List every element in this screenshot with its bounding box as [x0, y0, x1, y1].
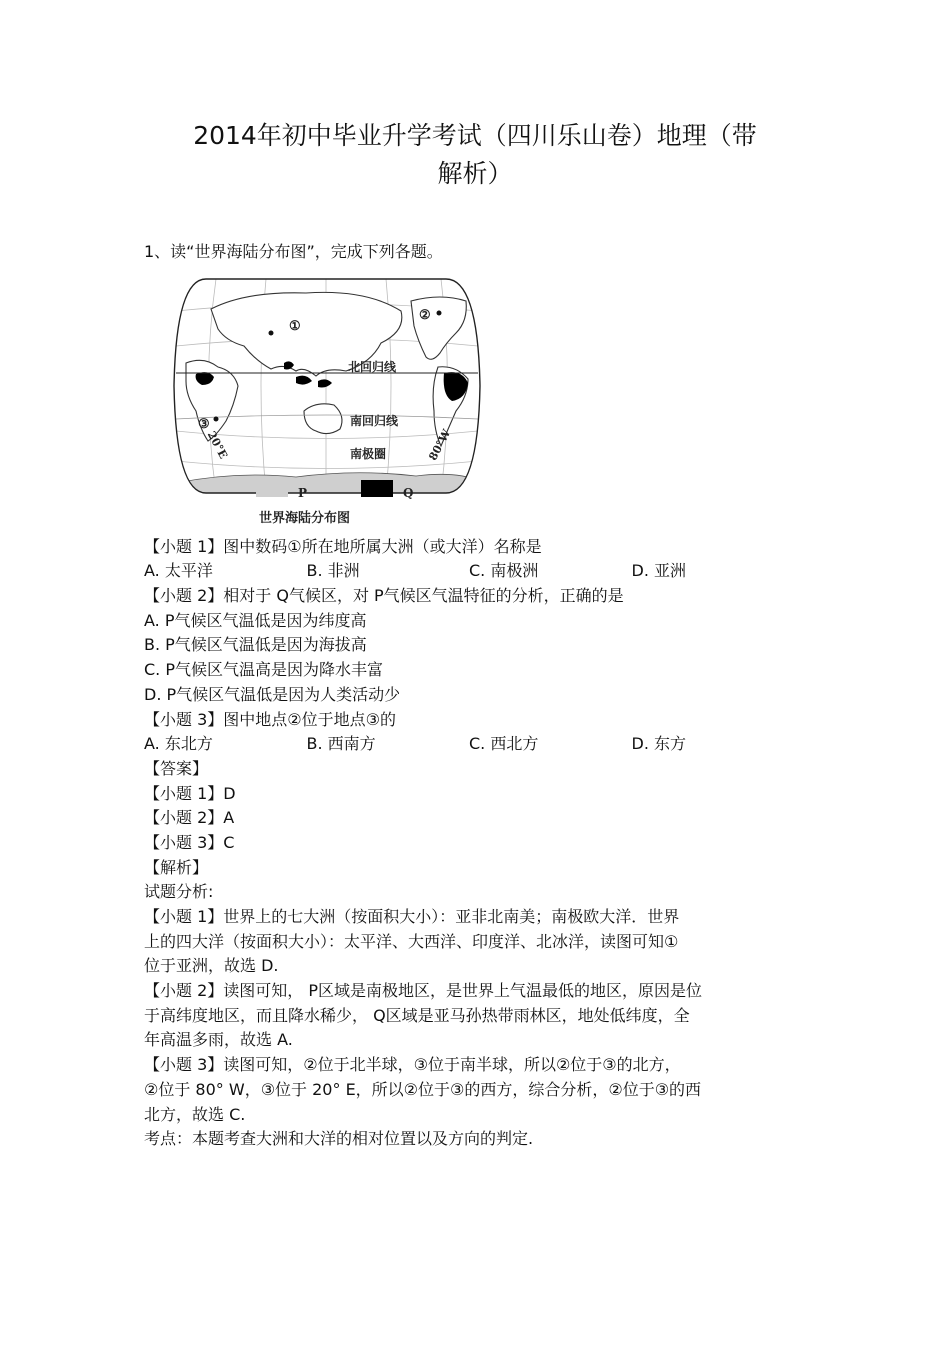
q3-options [144, 732, 794, 757]
analysis-line: 于高纬度地区，而且降水稀少， Q区域是亚马孙热带雨林区，地处低纬度，全 [144, 1005, 690, 1025]
q2-option-b: B. P气候区气温低是因为海拔高 [144, 635, 367, 655]
q2-option-c: C. P气候区气温高是因为降水丰富 [144, 660, 383, 680]
answer-2: 【小题 2】A [144, 808, 235, 828]
q1-stem: 【小题 1】图中数码①所在地所属大洲（或大洋）名称是 [144, 536, 542, 556]
analysis-line: 年高温多雨，故选 A. [144, 1030, 293, 1050]
point-2-label: ② [419, 307, 431, 323]
meridian-20e-label: 20°E [204, 428, 230, 461]
point-3-label: ③ [198, 416, 210, 432]
q1-option-c: C. 南极洲 [469, 561, 539, 581]
analysis-line: 【小题 1】世界上的七大洲（按面积大小）：亚非北南美；南极欧大洋．世界 [144, 907, 680, 926]
legend-q-swatch [361, 480, 393, 497]
document-title [0, 117, 950, 193]
analysis-header: 【解析】 [144, 857, 209, 877]
analysis-line: ②位于 80° W，③位于 20° E，所以②位于③的西方，综合分析，②位于③的西 [144, 1079, 702, 1099]
world-map-graphic [156, 271, 501, 533]
point-1-label: ① [289, 318, 301, 334]
q2-stem: 【小题 2】相对于 Q气候区，对 P气候区气温特征的分析，正确的是 [144, 586, 624, 606]
analysis-line: 【小题 2】读图可知， P区域是南极地区，是世界上气温最低的地区，原因是位 [144, 981, 703, 1001]
analysis-line: 北方，故选 C. [144, 1104, 246, 1124]
q1-option-d: D. 亚洲 [631, 561, 686, 581]
answer-header: 【答案】 [144, 758, 209, 778]
q3-stem: 【小题 3】图中地点②位于地点③的 [144, 709, 396, 729]
q3-option-c: C. 西北方 [469, 734, 539, 754]
q3-option-a: A. 东北方 [144, 734, 213, 754]
q1-option-a: A. 太平洋 [144, 561, 213, 581]
meridian-80w-label: 80°W [426, 426, 454, 463]
map-caption: 世界海陆分布图 [259, 510, 351, 526]
legend-p-swatch [256, 480, 288, 497]
analysis-intro: 试题分析: [144, 882, 214, 902]
answer-3: 【小题 3】C [144, 832, 235, 852]
q3-option-d: D. 东方 [631, 734, 686, 754]
north-tropic-label: 北回归线 [348, 359, 397, 374]
title-line-1: 2014年初中毕业升学考试（四川乐山卷）地理（带 [193, 121, 757, 150]
antarctic-circle-label: 南极圈 [350, 446, 387, 461]
q1-option-b: B. 非洲 [306, 561, 360, 581]
analysis-line: 【小题 3】读图可知，②位于北半球，③位于南半球，所以②位于③的北方， [144, 1055, 681, 1075]
analysis-line: 上的四大洋（按面积大小）：太平洋、大西洋、印度洋、北冰洋，读图可知① [144, 931, 679, 951]
world-map-figure [156, 271, 501, 533]
q2-option-d: D. P气候区气温低是因为人类活动少 [144, 684, 401, 704]
legend-p-label: P [298, 485, 308, 500]
legend-q-label: Q [403, 485, 414, 500]
q2-option-a: A. P气候区气温低是因为纬度高 [144, 610, 367, 630]
answer-1: 【小题 1】D [144, 783, 236, 803]
analysis-knowledge-point: 考点：本题考查大洲和大洋的相对位置以及方向的判定. [144, 1129, 534, 1149]
q3-option-b: B. 西南方 [306, 734, 376, 754]
analysis-line: 位于亚洲，故选 D. [144, 956, 279, 976]
question-intro: 1、读“世界海陆分布图”，完成下列各题。 [144, 242, 443, 261]
q1-options [144, 559, 794, 584]
document-body [144, 240, 794, 1152]
title-line-2: 解析） [437, 159, 513, 188]
south-tropic-label: 南回归线 [350, 413, 399, 428]
